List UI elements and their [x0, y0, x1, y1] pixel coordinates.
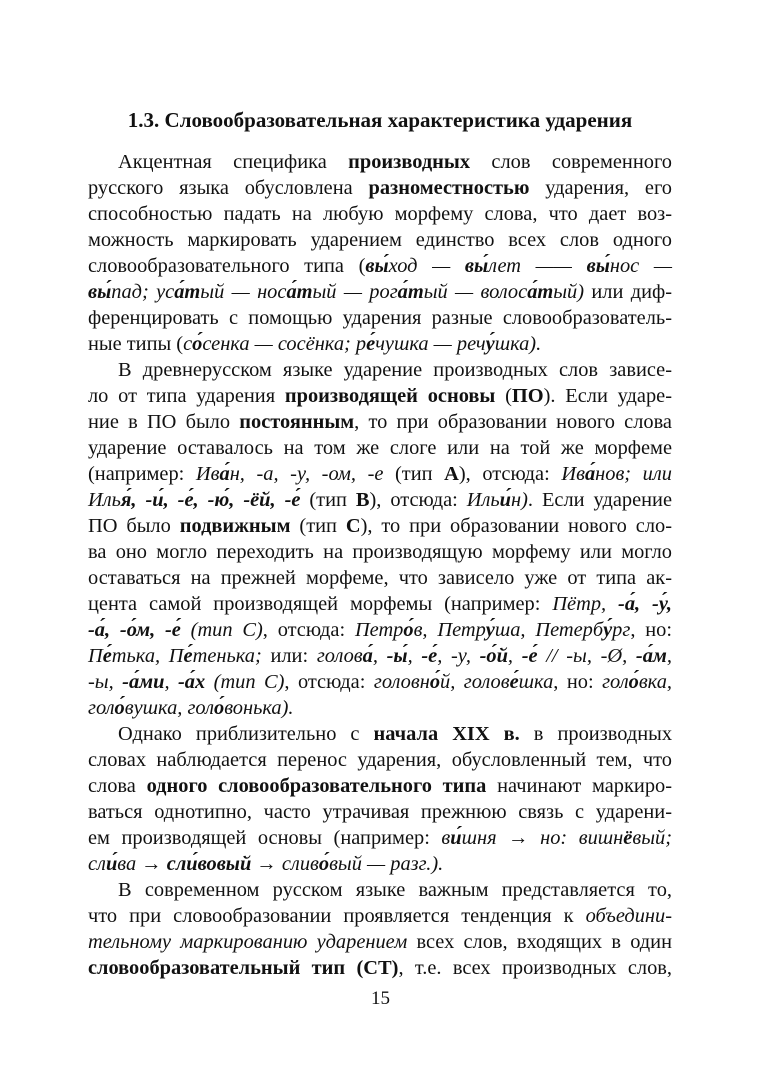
italic-example: ый — нос	[200, 281, 287, 303]
italic-example: а́т	[286, 281, 313, 303]
bold-term: начала XIX в.	[373, 723, 520, 745]
page-number: 15	[371, 988, 390, 1009]
italic-example: а́	[219, 463, 230, 485]
italic-example: вы́	[464, 255, 489, 277]
italic-example: а́т	[527, 281, 554, 303]
italic-example: вый — разг.).	[329, 853, 444, 875]
italic-example: тельному маркированию ударением	[88, 931, 408, 953]
text-segment: всех слов, входящих в один	[407, 931, 673, 953]
italic-example: ,	[407, 645, 422, 667]
text-line	[88, 201, 672, 227]
italic-example: е́	[509, 671, 519, 693]
text-segment: что при словообразовании проявляется тенденция к	[88, 905, 586, 927]
text-segment: цента самой производящей морфемы (например:	[88, 593, 553, 615]
text-segment: словах наблюдается перенос ударения, обусловленный тем, что	[88, 749, 672, 771]
italic-example: -а́, -у́,	[618, 593, 672, 615]
text-segment: русского языка обусловлена	[88, 177, 369, 199]
italic-example: -а́х	[178, 671, 206, 693]
text-segment: , отсюда:	[284, 671, 374, 693]
italic-example: объедини-	[585, 905, 672, 927]
italic-example: -е́	[421, 645, 438, 667]
text-segment: . Если ударение	[527, 489, 672, 511]
italic-example: вы́	[365, 255, 389, 277]
italic-example: (тип С)	[205, 671, 285, 693]
italic-example: а́	[362, 645, 373, 667]
italic-example: тька, П	[111, 645, 184, 667]
italic-example: шка	[518, 671, 554, 693]
text-line	[88, 695, 672, 721]
italic-example: тенька;	[192, 645, 262, 667]
italic-example: вы́	[88, 281, 112, 303]
text-segment: , но:	[553, 671, 603, 693]
italic-example: -о́й	[479, 645, 508, 667]
italic-example: ый — рог	[312, 281, 398, 303]
bold-term: В	[355, 489, 370, 511]
italic-example: я́, -и́, -е́, -ю́, -ёй, -е́	[120, 489, 301, 511]
italic-example: ва →	[117, 853, 167, 875]
text-segment: оставаться на прежней морфеме, что зависело уже от типа ак-	[88, 567, 672, 589]
text-segment: или диф-	[584, 281, 672, 303]
text-segment: ПО было	[88, 515, 180, 537]
italic-example: ,	[164, 671, 179, 693]
italic-example: -ы́	[386, 645, 408, 667]
italic-example: ё	[623, 827, 633, 849]
text-line	[88, 253, 672, 279]
bold-term: разноместностью	[368, 177, 530, 199]
italic-example: пад; ус	[111, 281, 175, 303]
text-segment: ва оно могло переходить на производящую морфему или могло	[88, 541, 672, 563]
italic-example: с	[183, 333, 193, 355]
text-segment: (тип	[290, 515, 346, 537]
italic-example: вушка, гол	[124, 697, 214, 719]
italic-example: о́	[214, 697, 225, 719]
italic-example: вка,	[638, 671, 672, 693]
text-segment: ние в ПО было	[88, 411, 240, 433]
text-line	[88, 799, 672, 825]
bold-term: подвижным	[179, 515, 291, 537]
text-segment: ударения, его	[529, 177, 672, 199]
italic-example: шка).	[494, 333, 542, 355]
italic-example: ход —	[388, 255, 465, 277]
text-line	[88, 565, 672, 591]
italic-example: и́	[450, 827, 462, 849]
text-segment: в производных	[519, 723, 673, 745]
italic-example: -а́м	[635, 645, 667, 667]
paragraph	[88, 721, 672, 877]
text-segment: ), отсюда:	[458, 463, 562, 485]
italic-example: о́	[403, 619, 414, 641]
italic-example: нос —	[609, 255, 672, 277]
text-line	[88, 331, 672, 357]
italic-example: Иль	[88, 489, 121, 511]
text-line	[88, 877, 672, 903]
text-segment: слов современного	[470, 151, 672, 173]
text-line	[88, 591, 672, 617]
text-line	[88, 435, 672, 461]
italic-example: е́	[183, 645, 193, 667]
text-line	[88, 903, 672, 929]
text-segment: , то при образовании нового слова	[354, 411, 672, 433]
text-line	[88, 669, 672, 695]
italic-example: -е́	[521, 645, 538, 667]
bold-term: словообразовательный тип (СТ)	[88, 957, 399, 979]
text-line	[88, 227, 672, 253]
italic-example: сенка — сосёнка; р	[202, 333, 367, 355]
text-line	[88, 721, 672, 747]
italic-example: вонька).	[224, 697, 294, 719]
italic-example: рг	[612, 619, 631, 641]
text-line	[88, 773, 672, 799]
text-line	[88, 617, 672, 643]
italic-example: сл	[88, 853, 106, 875]
italic-example: а́т	[174, 281, 201, 303]
italic-example: шня → но: вишн	[461, 827, 624, 849]
text-segment: ем производящей основы (например:	[88, 827, 442, 849]
text-line	[88, 487, 672, 513]
italic-example: Иль	[466, 489, 500, 511]
text-line	[88, 513, 672, 539]
text-line	[88, 305, 672, 331]
italic-example: у́	[485, 619, 495, 641]
italic-example: -а́ми	[122, 671, 165, 693]
section-heading: 1.3. Словообразовательная характеристика ударения	[127, 108, 633, 133]
text-segment: способностью падать на любую морфему слова, что дает воз-	[88, 203, 672, 225]
bold-term: производящей основы	[284, 385, 496, 407]
text-line	[88, 409, 672, 435]
italic-example: ый)	[553, 281, 585, 303]
italic-example: о́	[114, 697, 125, 719]
italic-example: Ив	[195, 463, 220, 485]
italic-example: о́	[192, 333, 203, 355]
italic-example: вый;	[632, 827, 673, 849]
text-line	[88, 383, 672, 409]
text-line	[88, 851, 672, 877]
bold-term: С	[345, 515, 361, 537]
italic-example: голов	[316, 645, 363, 667]
text-segment: В древнерусском языке ударение производных слов зависе-	[118, 359, 672, 381]
italic-example: Ив	[561, 463, 585, 485]
bold-term: постоянным	[239, 411, 355, 433]
italic-example: ,	[666, 645, 672, 667]
italic-example: // -ы, -Ø,	[537, 645, 636, 667]
italic-example: Пётр,	[552, 593, 619, 615]
italic-example: -ы,	[88, 671, 123, 693]
italic-example: ый — волос	[423, 281, 528, 303]
italic-example: ,	[507, 645, 522, 667]
italic-example: -а́, -о́м, -е́	[88, 619, 181, 641]
text-segment: ло от типа ударения	[88, 385, 285, 407]
italic-example: о́	[429, 671, 441, 693]
text-segment: ференцировать с помощью ударения разные словообразователь-	[88, 307, 672, 329]
italic-example: н)	[511, 489, 528, 511]
text-segment: (тип	[383, 463, 445, 485]
text-segment: ваться однотипно, часто утрачивая прежнюю связь с ударени-	[88, 801, 672, 823]
italic-example: ,	[372, 645, 387, 667]
italic-example: е́	[102, 645, 112, 667]
text-line	[88, 929, 672, 955]
text-segment: (например:	[88, 463, 196, 485]
text-segment: Однако приблизительно с	[118, 723, 374, 745]
text-line	[88, 643, 672, 669]
italic-example: й, голов	[440, 671, 510, 693]
italic-example: и́	[105, 853, 118, 875]
italic-example: лет ——	[488, 255, 587, 277]
text-segment: начинают маркиро-	[486, 775, 673, 797]
italic-example: (тип С)	[180, 619, 263, 641]
text-segment: , т.е. всех производных слов,	[398, 957, 673, 979]
text-segment: слова	[88, 775, 147, 797]
text-segment: ), то при образовании нового сло-	[360, 515, 672, 537]
italic-example: а́т	[397, 281, 424, 303]
italic-example: вы́	[586, 255, 610, 277]
text-segment: Акцентная специфика	[118, 151, 349, 173]
bold-term: одного словообразовательного типа	[146, 775, 487, 797]
paragraph	[88, 877, 672, 981]
text-line	[88, 149, 672, 175]
italic-example: головн	[373, 671, 430, 693]
text-segment: или:	[261, 645, 317, 667]
paragraph	[88, 357, 672, 721]
text-segment: , отсюда:	[262, 619, 355, 641]
bold-term: А	[444, 463, 459, 485]
text-line	[88, 955, 672, 981]
text-segment: (тип	[300, 489, 356, 511]
text-line	[88, 175, 672, 201]
bold-term: ПО	[511, 385, 544, 407]
italic-example: → слив	[251, 853, 319, 875]
italic-example: у́	[603, 619, 613, 641]
italic-example: ша, Петерб	[494, 619, 604, 641]
italic-example: сли́вовый	[166, 853, 252, 875]
text-segment: ). Если ударе-	[543, 385, 672, 407]
paragraph	[88, 149, 672, 357]
italic-example: гол	[602, 671, 629, 693]
text-segment: В современном русском языке важным представляется то,	[118, 879, 672, 901]
text-line	[88, 461, 672, 487]
text-line	[88, 747, 672, 773]
text-segment: можность маркировать ударением единство всех слов одного	[88, 229, 672, 251]
italic-example: о́	[628, 671, 639, 693]
text-line	[88, 279, 672, 305]
text-segment: словообразовательного типа (	[88, 255, 366, 277]
italic-example: в	[441, 827, 451, 849]
italic-example: гол	[88, 697, 115, 719]
italic-example: , -у,	[437, 645, 480, 667]
text-line	[88, 825, 672, 851]
italic-example: у́	[485, 333, 495, 355]
text-segment: ), отсюда:	[369, 489, 467, 511]
italic-example: нов; или	[595, 463, 672, 485]
italic-example: а́	[584, 463, 596, 485]
italic-example: е́	[366, 333, 376, 355]
italic-example: П	[88, 645, 103, 667]
text-segment: ные типы (	[88, 333, 184, 355]
italic-example: Петр	[354, 619, 404, 641]
italic-example: и́	[499, 489, 511, 511]
text-segment: ударение оставалось на том же слоге или на той же морфеме	[88, 437, 672, 459]
text-segment: (	[495, 385, 512, 407]
italic-example: в, Петр	[413, 619, 486, 641]
italic-example: н, -а, -у, -ом, -е	[229, 463, 384, 485]
text-line	[88, 357, 672, 383]
italic-example: чушка — реч	[375, 333, 486, 355]
text-line	[88, 539, 672, 565]
bold-term: производных	[348, 151, 471, 173]
body-text	[88, 149, 672, 981]
text-segment: , но:	[630, 619, 672, 641]
italic-example: о́	[318, 853, 330, 875]
